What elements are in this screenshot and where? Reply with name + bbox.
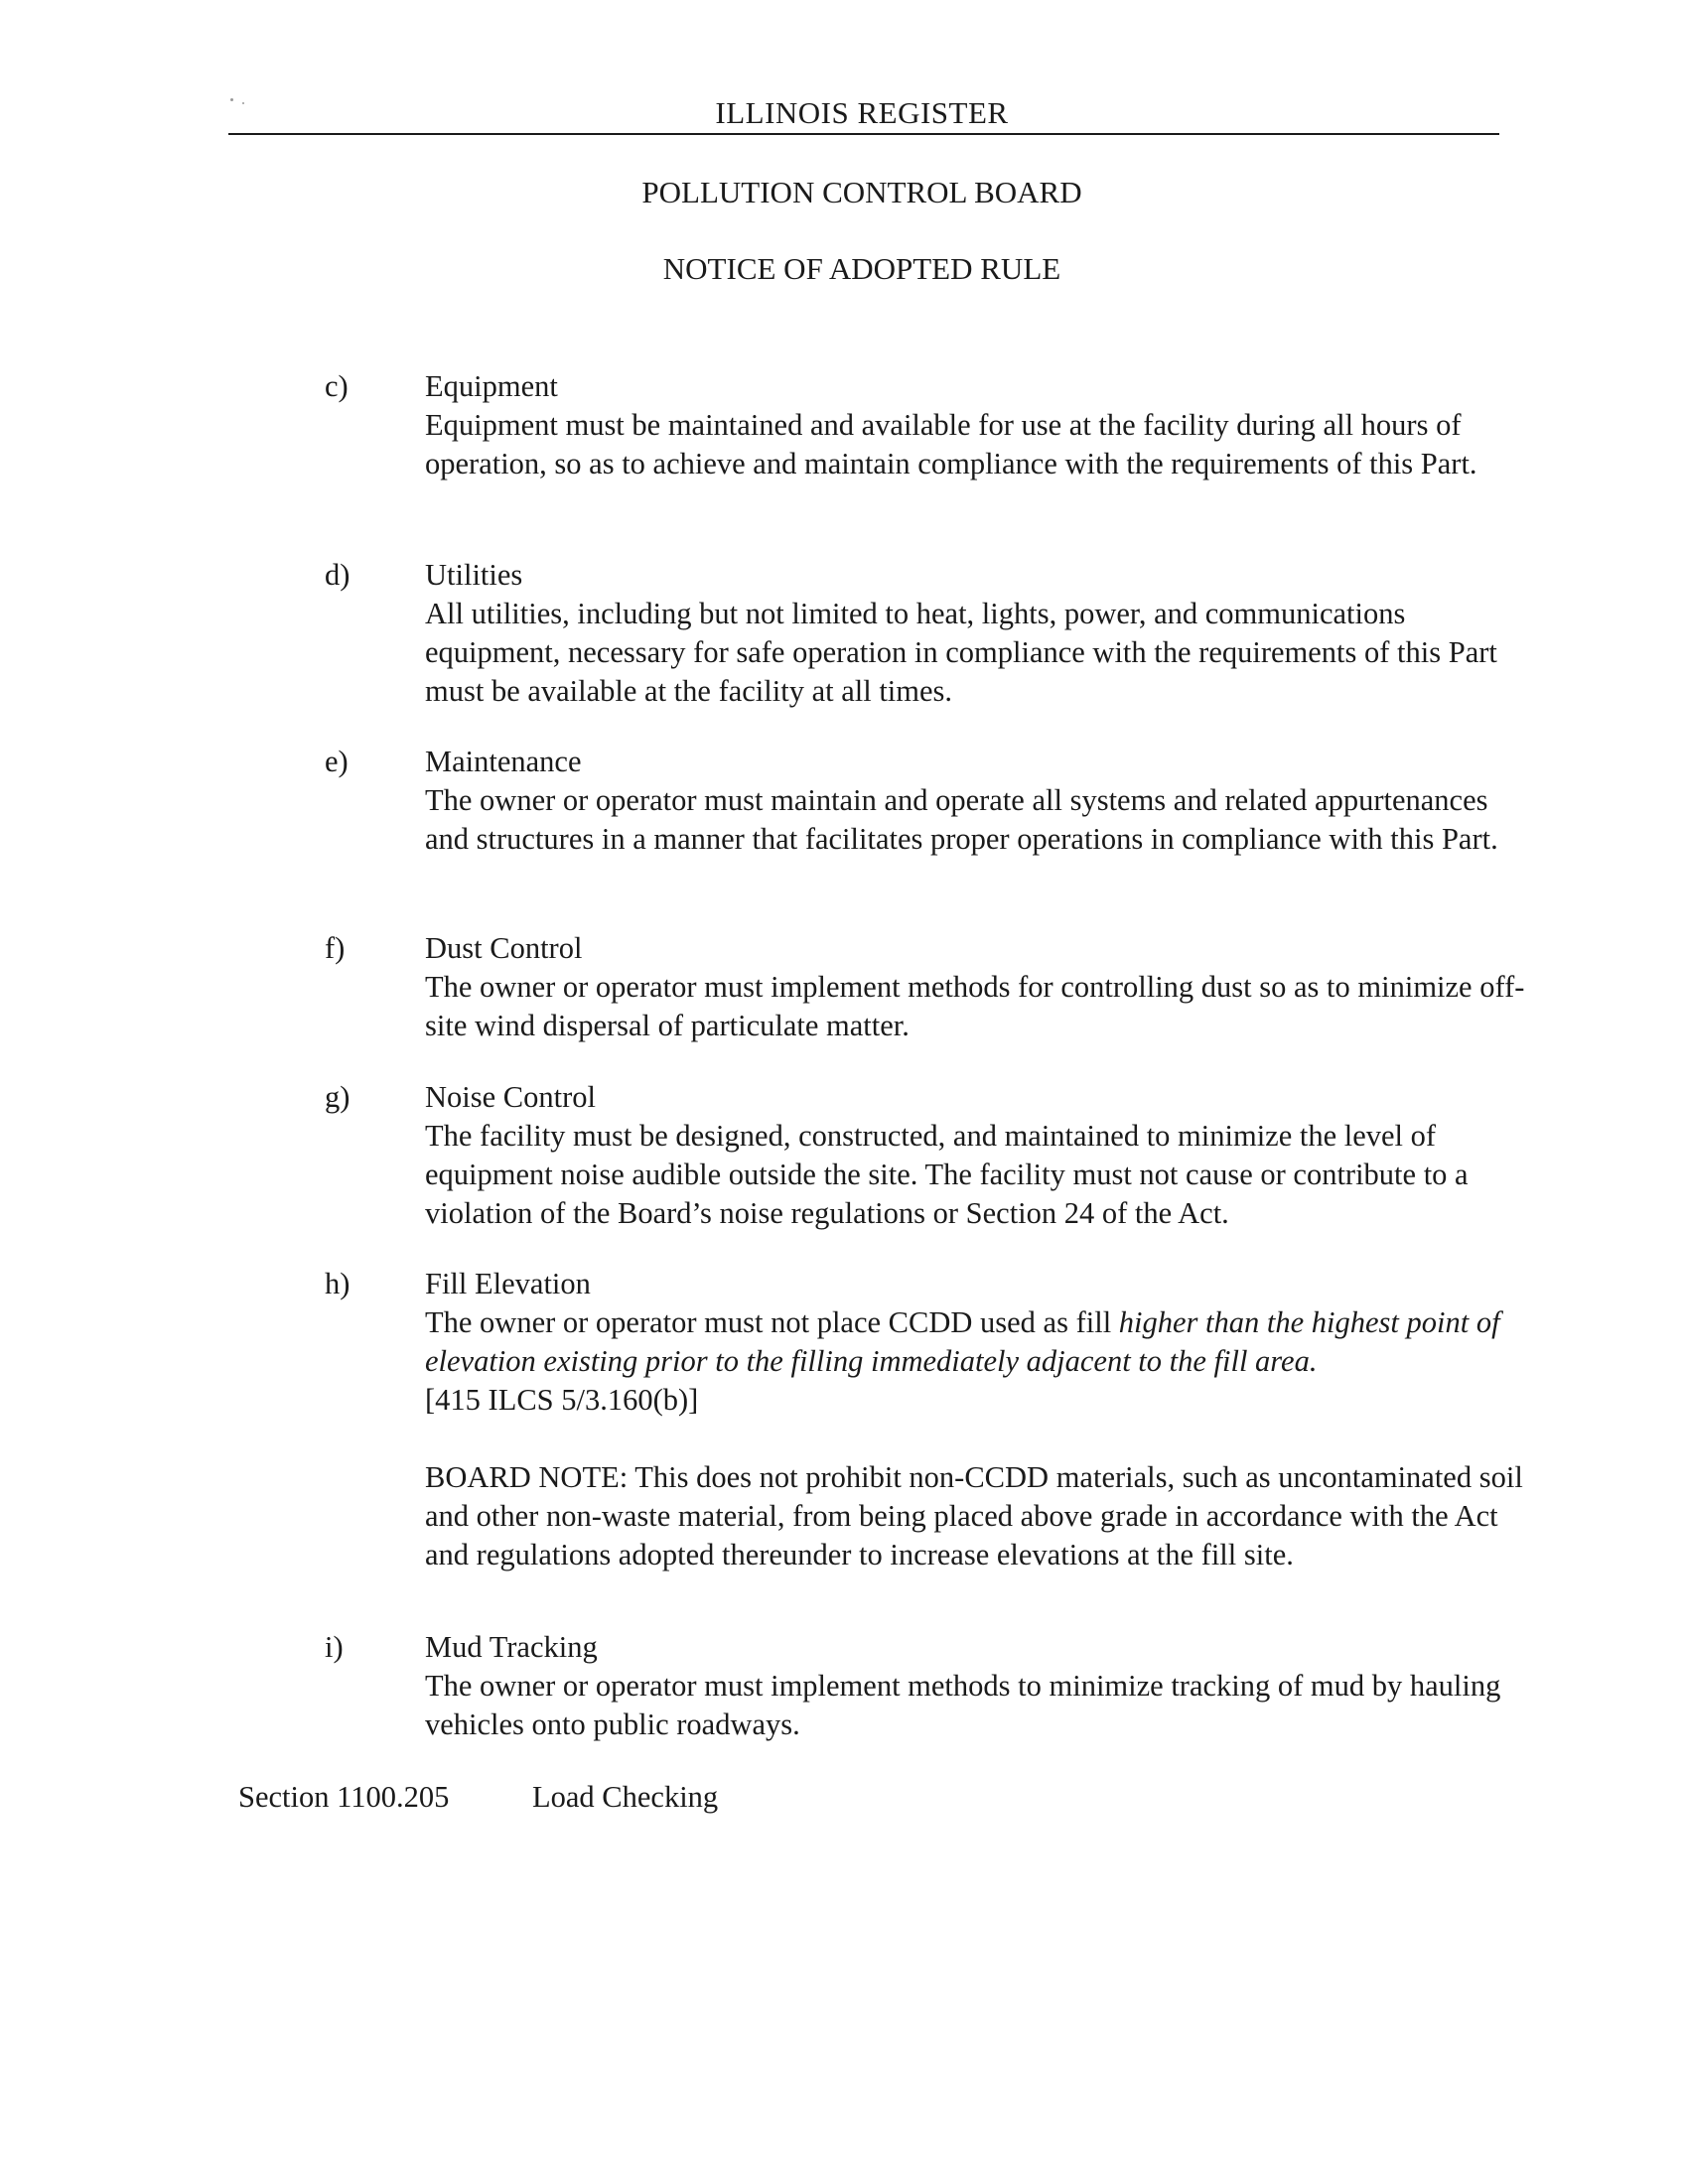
subsection-body bbox=[425, 929, 1527, 1045]
statutory-text-plain: The owner or operator must not place CCDD used as fill bbox=[425, 1305, 1119, 1339]
subsection-body bbox=[425, 1078, 1527, 1233]
section-number: Section 1100.205 bbox=[238, 1780, 450, 1814]
subsection-text: Equipment must be maintained and available for use at the facility during all hours of operation, so as to achieve and maintain compliance with the requirements of this Part. bbox=[425, 408, 1477, 480]
subsection-title: Utilities bbox=[425, 558, 523, 592]
subsection-marker: d) bbox=[325, 558, 351, 592]
subsection-title: Fill Elevation bbox=[425, 1267, 591, 1300]
subsection-body bbox=[425, 743, 1527, 859]
notice-heading: NOTICE OF ADOPTED RULE bbox=[662, 251, 1061, 286]
subsection-marker: c) bbox=[325, 369, 349, 403]
board-note: BOARD NOTE: This does not prohibit non-CCDD materials, such as uncontaminated soil and other non-waste material, from being placed above grade in accordance with the Act and regulations adopted thereunder to increase elevations at the fill site. bbox=[425, 1460, 1523, 1571]
subsection-body bbox=[425, 1628, 1527, 1744]
subsection-body bbox=[425, 367, 1527, 483]
agency-heading: POLLUTION CONTROL BOARD bbox=[641, 175, 1082, 209]
subsection-text bbox=[425, 1303, 1527, 1381]
subsection-text: All utilities, including but not limited to heat, lights, power, and communications equipment, necessary for safe operation in compliance with the requirements of this Part must be available at the facility at all times. bbox=[425, 597, 1497, 708]
next-section-heading bbox=[238, 1780, 718, 1815]
subsection-title: Mud Tracking bbox=[425, 1630, 598, 1664]
subsection-title: Equipment bbox=[425, 369, 558, 403]
subsection-marker: g) bbox=[325, 1080, 351, 1114]
running-head: ILLINOIS REGISTER bbox=[715, 95, 1009, 130]
subsection-body bbox=[425, 1265, 1527, 1574]
subsection-title: Noise Control bbox=[425, 1080, 596, 1114]
subsection-text: The facility must be designed, constructed, and maintained to minimize the level of equipment noise audible outside the site. The facility must not cause or contribute to a violation of the Board’s noise regulations or Section 24 of the Act. bbox=[425, 1119, 1469, 1230]
section-title: Load Checking bbox=[532, 1780, 719, 1814]
subsection-title: Dust Control bbox=[425, 931, 583, 965]
statutory-text-italic: higher than the highest point of elevation existing prior to the filling immediately adjacent to the fill area. bbox=[425, 1305, 1500, 1378]
subsection-marker: f) bbox=[325, 931, 346, 965]
subsection-text: The owner or operator must implement methods for controlling dust so as to minimize off-site wind dispersal of particulate matter. bbox=[425, 970, 1525, 1042]
statute-citation: [415 ILCS 5/3.160(b)] bbox=[425, 1383, 699, 1417]
subsection-text: The owner or operator must maintain and operate all systems and related appurtenances and structures in a manner that facilitates proper operations in compliance with this Part. bbox=[425, 783, 1498, 856]
header-rule bbox=[228, 133, 1499, 135]
subsection-text: The owner or operator must implement methods to minimize tracking of mud by hauling vehicles onto public roadways. bbox=[425, 1669, 1501, 1741]
subsection-body bbox=[425, 556, 1527, 711]
subsection-title: Maintenance bbox=[425, 745, 582, 778]
subsection-marker: e) bbox=[325, 745, 349, 778]
subsection-marker: h) bbox=[325, 1267, 351, 1300]
subsection-marker: i) bbox=[325, 1630, 344, 1664]
